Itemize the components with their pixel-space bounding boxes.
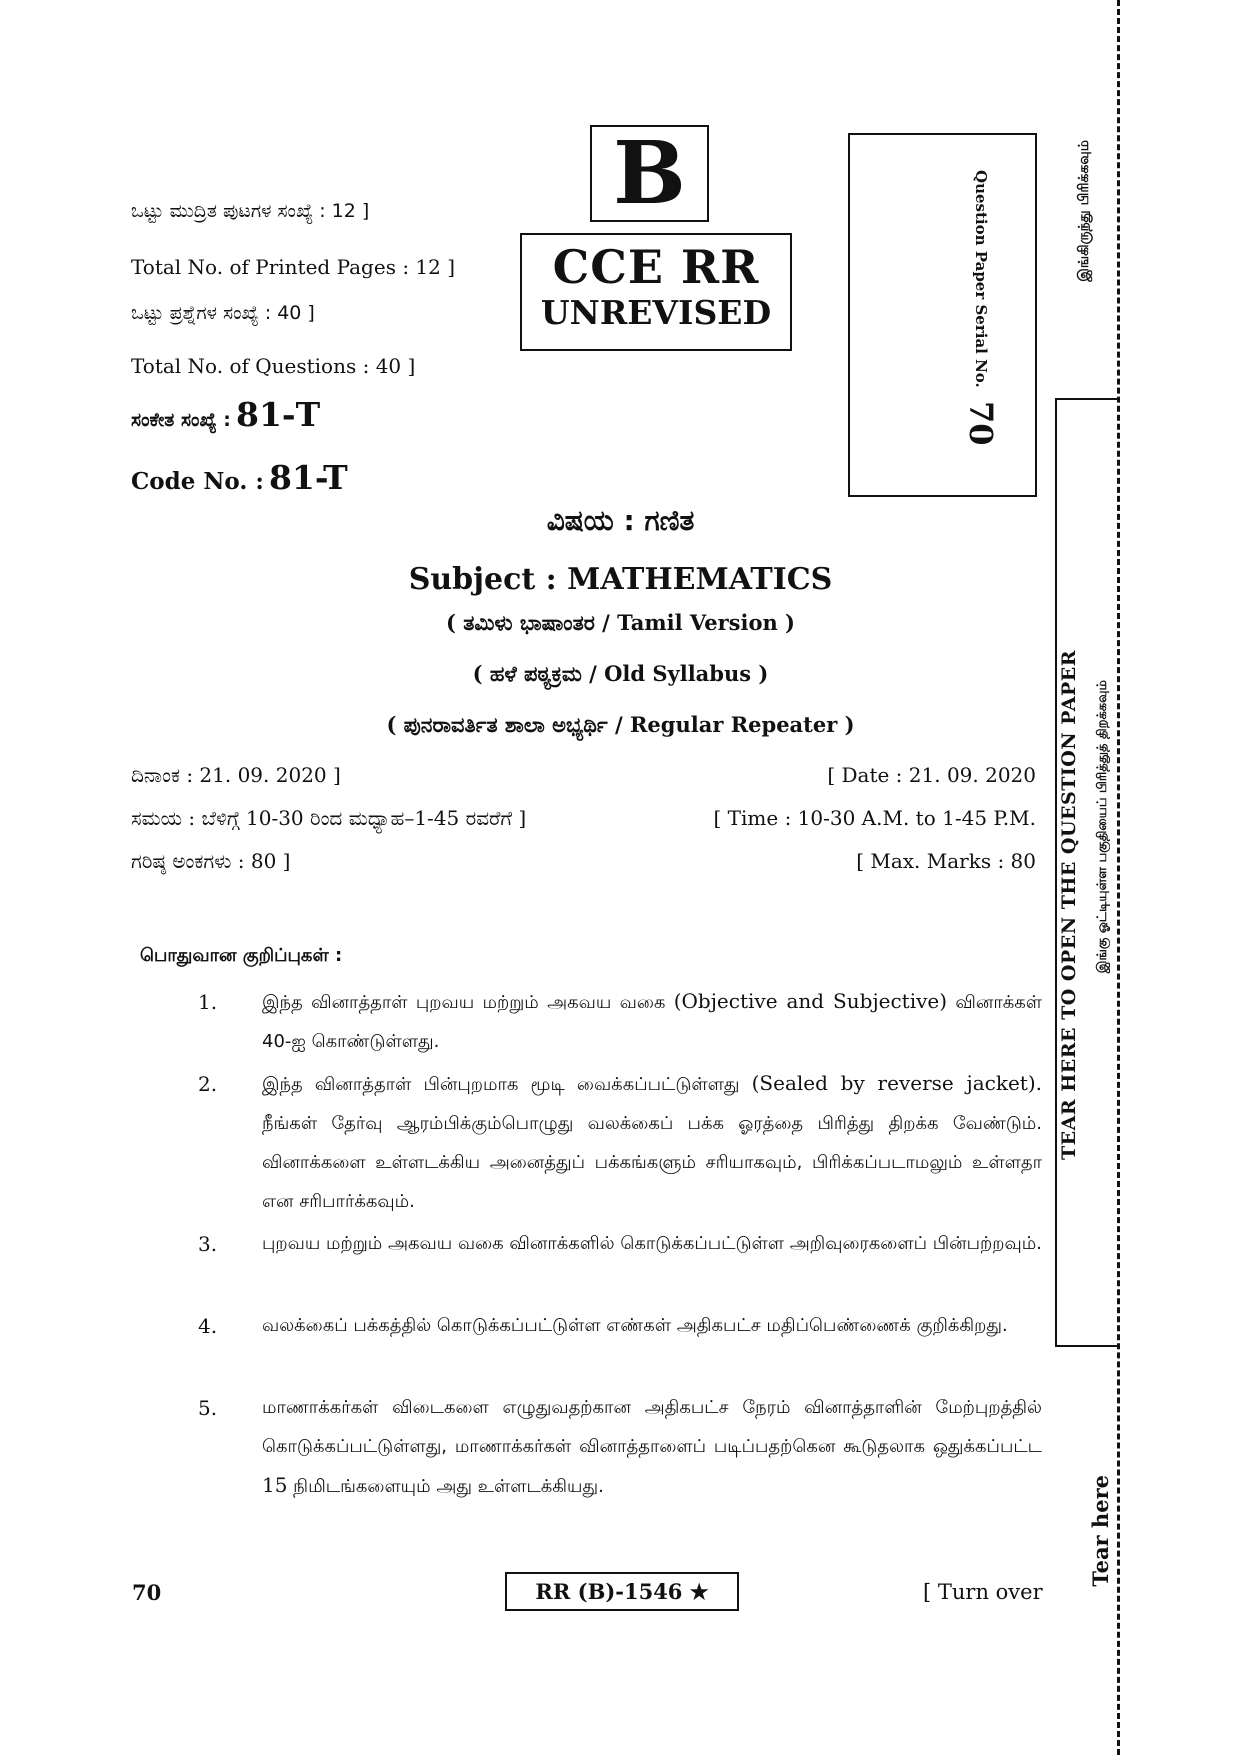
tear-here-label: Tear here <box>1088 1475 1113 1587</box>
time-en: [ Time : 10-30 A.M. to 1-45 P.M. <box>713 806 1036 830</box>
serial-number: 70 <box>962 400 1000 446</box>
instruction-number: 3. <box>198 1232 218 1256</box>
instruction-number: 4. <box>198 1314 218 1338</box>
turn-over-label: [ Turn over <box>923 1580 1043 1604</box>
code-kn-label: ಸಂಕೇತ ಸಂಖ್ಯೆ : <box>131 409 231 431</box>
instruction-text-en: (Objective and Subjective) <box>673 989 948 1013</box>
candidate-line: ( ಪುನರಾವರ್ತಿತ ಶಾಲಾ ಅಭ್ಯರ್ಥಿ / Regular Repeater ) <box>386 712 855 737</box>
instruction-text-en: 15 <box>262 1473 288 1497</box>
exam-type-box <box>520 233 792 351</box>
instruction-text-cont: வினாக்கள் 40-ஐ கொண்டுள்ளது. <box>262 992 1042 1052</box>
subject-en: Subject : MATHEMATICS <box>408 562 833 597</box>
marks-kn: ಗರಿಷ್ಠ ಅಂಕಗಳು : 80 ] <box>131 849 291 873</box>
instruction-text-cont: நிமிடங்களையும் அது உள்ளடக்கியது. <box>287 1476 604 1497</box>
code-en-value: 81-T <box>268 458 348 497</box>
serial-number-box <box>848 133 1037 497</box>
instruction-text: புறவய மற்றும் அகவய வகை வினாக்களில் கொடுக்கப்பட்டுள்ள அறிவுரைகளைப் பின்பற்றவும். <box>262 1233 1042 1254</box>
instruction-text: வலக்கைப் பக்கத்தில் கொடுக்கப்பட்டுள்ள எண்கள் அதிகபட்ச மதிப்பெண்ணைக் குறிக்கிறது. <box>262 1315 1008 1336</box>
instruction-text: இந்த வினாத்தாள் புறவய மற்றும் அகவய வகை <box>262 992 674 1013</box>
instruction-number: 2. <box>198 1072 218 1096</box>
exam-type-line2: UNREVISED <box>540 293 772 332</box>
code-en-row <box>131 458 348 497</box>
tear-instruction-tamil: இங்கு ஓட்டியுள்ள பகுதியைப் பிரித்துத் திறக்கவும் <box>1095 680 1110 974</box>
booklet-code: RR (B)-1546 ★ <box>505 1572 739 1611</box>
syllabus-line: ( ಹಳೆ ಪಠ್ಯಕ್ರಮ / Old Syllabus ) <box>472 661 769 686</box>
instruction-item <box>262 1064 1042 1221</box>
instruction-text: இந்த வினாத்தாள் பின்புறமாக மூடி வைக்கப்பட்டுள்ளது <box>262 1074 752 1095</box>
time-kn: ಸಮಯ : ಬೆಳಿಗ್ಗೆ 10-30 ರಿಂದ ಮಧ್ಯಾಹ–1-45 ರವರೆಗೆ ] <box>131 806 527 830</box>
date-en: [ Date : 21. 09. 2020 <box>827 763 1036 787</box>
version-line: ( ತಮಿಳು ಭಾಷಾಂತರ / Tamil Version ) <box>446 610 795 635</box>
exam-type-line1: CCE RR <box>552 240 760 294</box>
tear-instruction-text: TEAR HERE TO OPEN THE QUESTION PAPER <box>1058 650 1080 1160</box>
instruction-item <box>262 982 1042 1061</box>
total-questions-kn: ಒಟ್ಟು ಪ್ರಶ್ನೆಗಳ ಸಂಖ್ಯೆ : 40 ] <box>131 302 315 324</box>
instruction-item <box>262 1388 1042 1506</box>
date-kn: ದಿನಾಂಕ : 21. 09. 2020 ] <box>131 763 341 787</box>
serial-number-vertical <box>962 170 1000 470</box>
series-letter: B <box>590 125 709 222</box>
subject-kn: ವಿಷಯ : ಗಣಿತ <box>546 504 695 537</box>
printed-pages-kn: ಒಟ್ಟು ಮುದ್ರಿತ ಪುಟಗಳ ಸಂಖ್ಯೆ : 12 ] <box>131 200 370 222</box>
page-number: 70 <box>132 1580 162 1605</box>
instruction-text-cont: நீங்கள் தேர்வு ஆரம்பிக்கும்பொழுது வலக்கைப் பக்க ஓரத்தை பிரித்து திறக்க வேண்டும். வினாக்களை உள்ளடக்கிய அனைத்துப் பக்கங்களும் சரியாகவும், பிரிக்கப்படாமலும் உள்ளதா என சரிபார்க்கவும். <box>262 1113 1042 1212</box>
instruction-item <box>262 1224 1042 1263</box>
instruction-item <box>262 1306 1042 1345</box>
code-kn-value: 81-T <box>236 395 321 434</box>
tear-top-tamil-text: இங்கிருந்து பிரிக்கவும் <box>1076 140 1092 282</box>
code-en-label: Code No. : <box>131 468 264 495</box>
instruction-number: 1. <box>198 990 218 1014</box>
instruction-number: 5. <box>198 1396 218 1420</box>
instruction-text-en: (Sealed by reverse jacket). <box>751 1071 1042 1095</box>
marks-en: [ Max. Marks : 80 <box>856 849 1036 873</box>
printed-pages-en: Total No. of Printed Pages : 12 ] <box>131 255 456 279</box>
instructions-heading: பொதுவான குறிப்புகள் : <box>140 945 343 966</box>
code-kn-row <box>131 395 320 434</box>
total-questions-en: Total No. of Questions : 40 ] <box>131 354 416 378</box>
serial-label: Question Paper Serial No. <box>972 170 990 388</box>
instruction-text: மாணாக்கர்கள் விடைகளை எழுதுவதற்கான அதிகபட்ச நேரம் வினாத்தாளின் மேற்புறத்தில் கொடுக்கப்பட்டுள்ளது, மாணாக்கர்கள் வினாத்தாளைப் படிப்பதற்கென கூடுதலாக ஒதுக்கப்பட்ட <box>262 1397 1042 1457</box>
